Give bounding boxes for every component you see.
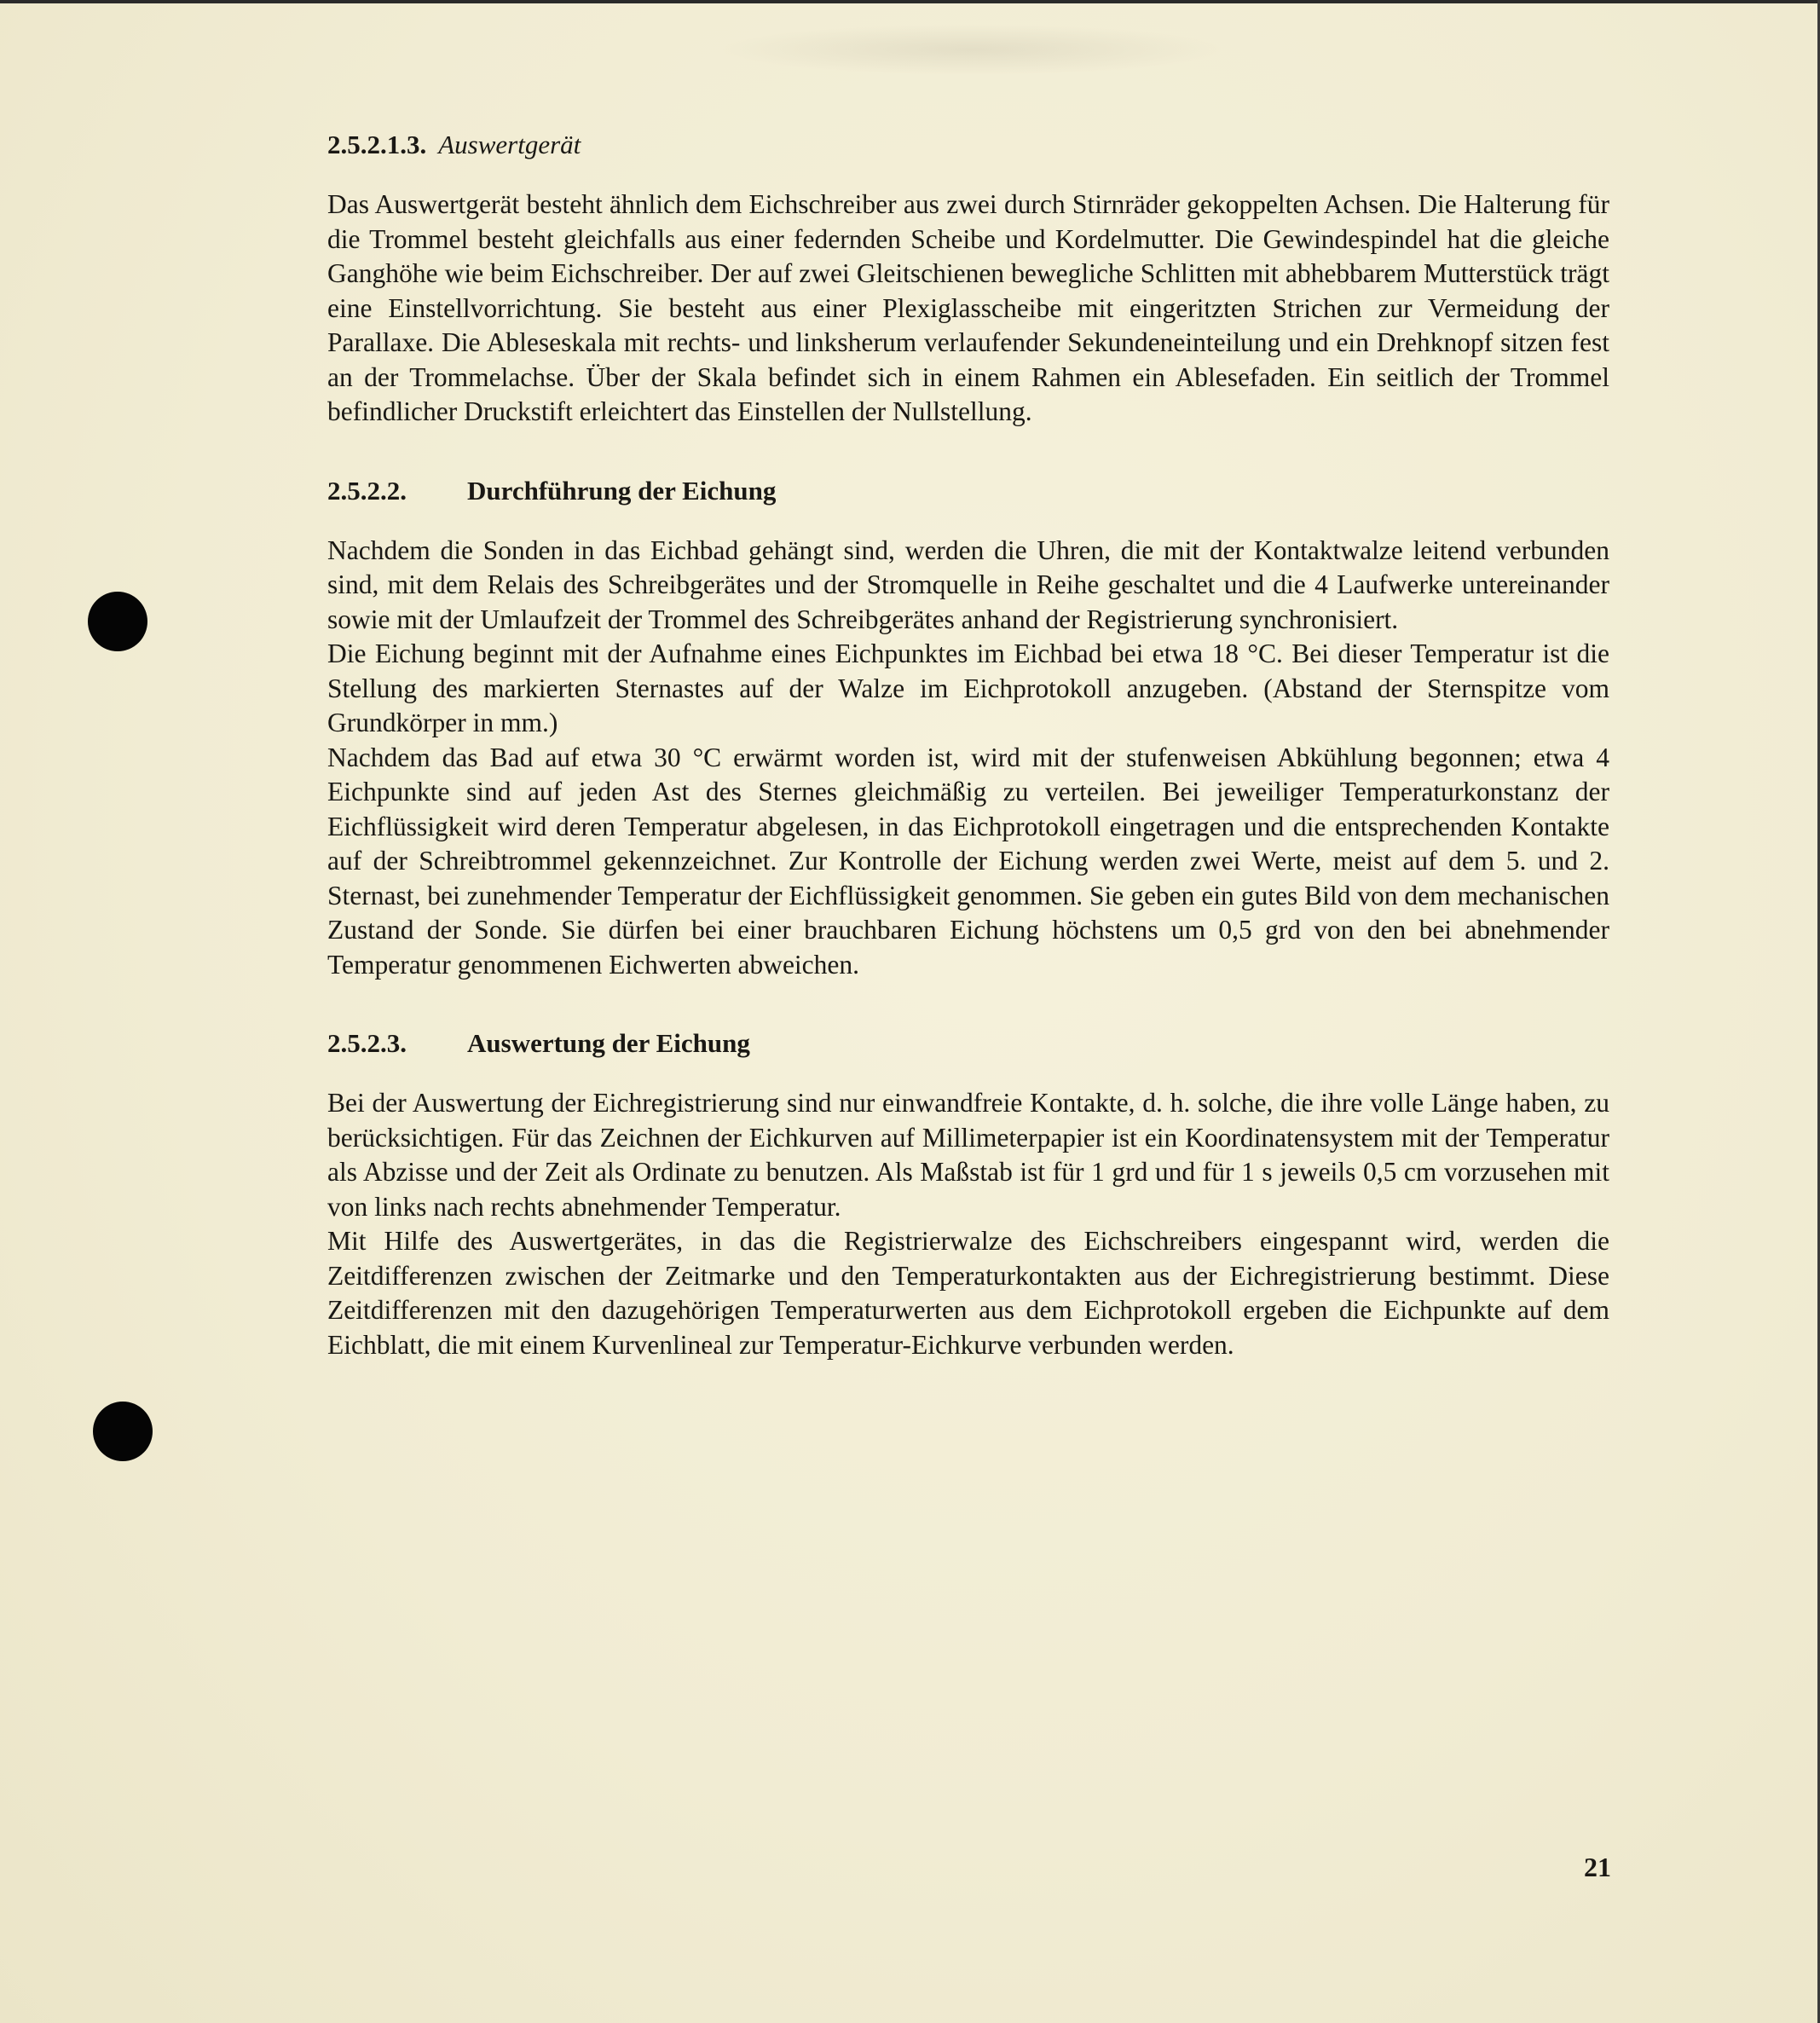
punch-hole-upper — [88, 592, 147, 651]
paragraph: Das Auswertgerät besteht ähnlich dem Eichschreiber aus zwei durch Stirnräder gekoppelten Achsen. Die Halterung für die Trommel besteht gleichfalls aus einer federnden Scheibe und Kordelmutter. Die Gewindespindel hat die gleiche Ganghöhe wie beim Eichschreiber. Der auf zwei Gleitschienen bewegliche Schlitten mit abhebbarem Mutterstück trägt eine Einstellvorrichtung. Sie besteht aus einer Plexiglasscheibe mit eingeritzten Strichen zur Vermeidung der Parallaxe. Die Ableseskala mit rechts- und linksherum verlaufender Sekundeneinteilung und ein Drehknopf sitzen fest an der Trommelachse. Über der Skala befindet sich in einem Rahmen ein Ablesefaden. Ein seitlich der Trommel befindlicher Druckstift erleichtert das Einstellen der Nullstellung. — [327, 189, 1609, 426]
section-title: Auswertgerät — [438, 130, 581, 159]
section-number: 2.5.2.1.3. — [327, 130, 427, 159]
page-content — [327, 128, 1609, 1362]
scan-top-edge — [0, 0, 1820, 3]
punch-hole-lower — [93, 1402, 153, 1461]
section-title: Durchführung der Eichung — [467, 475, 777, 506]
section-heading-auswertung — [327, 1026, 1609, 1061]
paragraph: Bei der Auswertung der Eichregistrierung sind nur einwandfreie Kontakte, d. h. solche, die ihre volle Länge haben, zu berücksichtigen. Für das Zeichnen der Eichkurven auf Millimeterpapier ist ein Koordinatensystem mit der Temperatur als Abzisse und der Zeit als Ordinate zu benutzen. Als Maßstab ist für 1 grd und für 1 s jeweils 0,5 cm vorzusehen mit von links nach rechts abnehmender Temperatur. — [327, 1088, 1609, 1222]
section-heading-durchfuehrung — [327, 474, 1609, 508]
paragraph: Nachdem die Sonden in das Eichbad gehängt sind, werden die Uhren, die mit der Kontaktwalze leitend verbunden sind, mit dem Relais des Schreibgerätes und der Stromquelle in Reihe geschaltet und die 4 Laufwerke untereinander sowie mit der Umlaufzeit der Trommel des Schreibgerätes anhand der Registrierung synchronisiert. — [327, 535, 1609, 634]
paragraph: Nachdem das Bad auf etwa 30 °C erwärmt worden ist, wird mit der stufenweisen Abkühlung begonnen; etwa 4 Eichpunkte sind auf jeden Ast des Sternes gleichmäßig zu verteilen. Bei jeweiliger Temperaturkonstanz der Eichflüssigkeit wird deren Temperatur abgelesen, in das Eichprotokoll eingetragen und die entsprechenden Kontakte auf der Schreibtrommel gekennzeichnet. Zur Kontrolle der Eichung werden zwei Werte, meist auf dem 5. und 2. Sternast, bei zunehmender Temperatur der Eichflüssigkeit genommen. Sie geben ein gutes Bild von dem mechanischen Zustand der Sonde. Sie dürfen bei einer brauchbaren Eichung höchstens um 0,5 grd von den bei abnehmender Temperatur genommenen Eichwerten abweichen. — [327, 742, 1609, 980]
paragraph: Die Eichung beginnt mit der Aufnahme eines Eichpunktes im Eichbad bei etwa 18 °C. Bei dieser Temperatur ist die Stellung des markierten Sternastes auf der Walze im Eichprotokoll anzugeben. (Abstand der Sternspitze vom Grundkörper in mm.) — [327, 639, 1609, 737]
section-number: 2.5.2.2. — [327, 475, 407, 506]
scan-smudge — [716, 24, 1228, 75]
page-number: 21 — [1584, 1852, 1611, 1882]
section-heading-auswertgeraet — [327, 128, 1609, 162]
section-number: 2.5.2.3. — [327, 1028, 407, 1058]
section-title: Auswertung der Eichung — [467, 1028, 750, 1058]
paragraph: Mit Hilfe des Auswertgerätes, in das die Registrierwalze des Eichschreibers eingespannt wird, werden die Zeitdifferenzen zwischen der Zeitmarke und den Temperaturkontakten aus der Eichregistrierung bestimmt. Diese Zeitdifferenzen mit den dazugehörigen Temperaturwerten aus dem Eichprotokoll ergeben die Eichpunkte auf dem Eichblatt, die mit einem Kurvenlineal zur Temperatur-Eichkurve verbunden werden. — [327, 1226, 1609, 1360]
